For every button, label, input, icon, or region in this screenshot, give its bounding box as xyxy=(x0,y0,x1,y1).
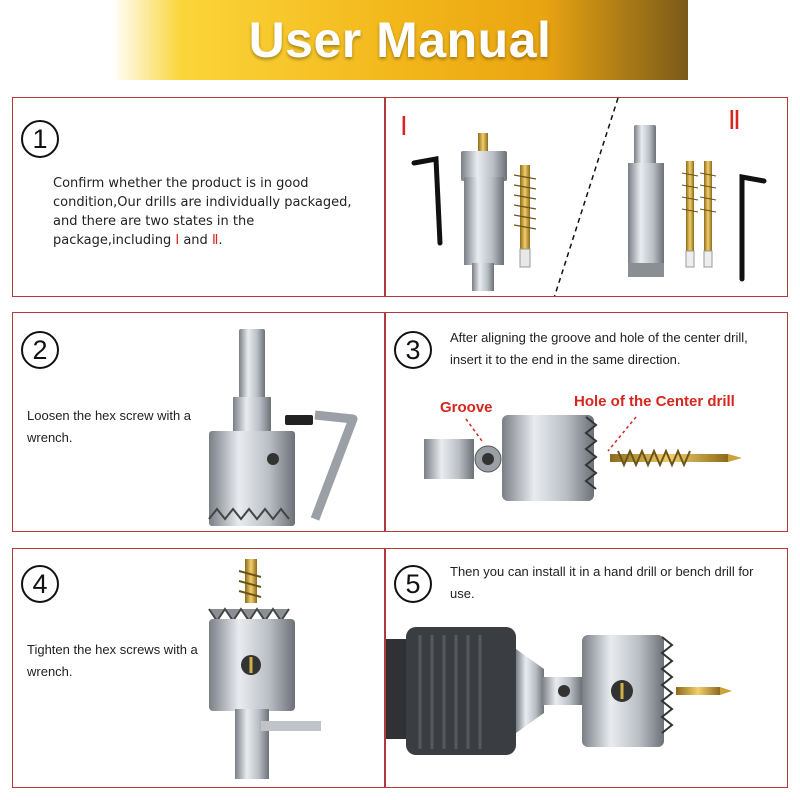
state-1-drill-set-image xyxy=(406,103,566,293)
step-1-and: and xyxy=(183,233,208,248)
step-4-panel xyxy=(12,548,385,788)
state-2-label: Ⅱ xyxy=(728,106,741,135)
state-1-label: Ⅰ xyxy=(400,112,408,141)
step-4-number: 4 xyxy=(21,565,59,603)
step-5-drill-chuck-image xyxy=(386,589,788,788)
center-drill-hole-label: Hole of the Center drill xyxy=(574,393,735,410)
page-title: User Manual xyxy=(248,12,552,68)
step-1-image-panel xyxy=(385,97,788,297)
step-1-panel xyxy=(12,97,385,297)
state-1-marker: Ⅰ xyxy=(175,233,180,248)
step-1-description: Confirm whether the product is in good condition,Our drills are individually packaged, and there are two states in the package,including xyxy=(53,176,352,248)
step-1-end: . xyxy=(218,233,223,248)
groove-label: Groove xyxy=(440,399,493,416)
step-5-panel xyxy=(385,548,788,788)
state-2-marker: Ⅱ xyxy=(211,233,219,248)
step-2-text: Loosen the hex screw with a wrench. xyxy=(27,408,192,445)
step-2-panel xyxy=(12,312,385,532)
step-3-number: 3 xyxy=(394,331,432,369)
step-5-number: 5 xyxy=(394,565,432,603)
step-1-number: 1 xyxy=(21,120,59,158)
step-2-number: 2 xyxy=(21,331,59,369)
step-2-holesaw-wrench-image xyxy=(203,319,373,529)
step-3-text: After aligning the groove and hole of the center drill, insert it to the end in the same direction. xyxy=(450,330,748,367)
step-3-assembly-image xyxy=(386,313,788,532)
header-banner xyxy=(112,0,688,80)
step-4-text: Tighten the hex screws with a wrench. xyxy=(27,642,198,679)
step-4-holesaw-tightened-image xyxy=(203,553,333,788)
step-3-panel xyxy=(385,312,788,532)
step-1-text xyxy=(53,174,373,250)
state-2-drill-set-image xyxy=(614,103,784,293)
step-5-text: Then you can install it in a hand drill or bench drill for use. xyxy=(450,564,754,601)
